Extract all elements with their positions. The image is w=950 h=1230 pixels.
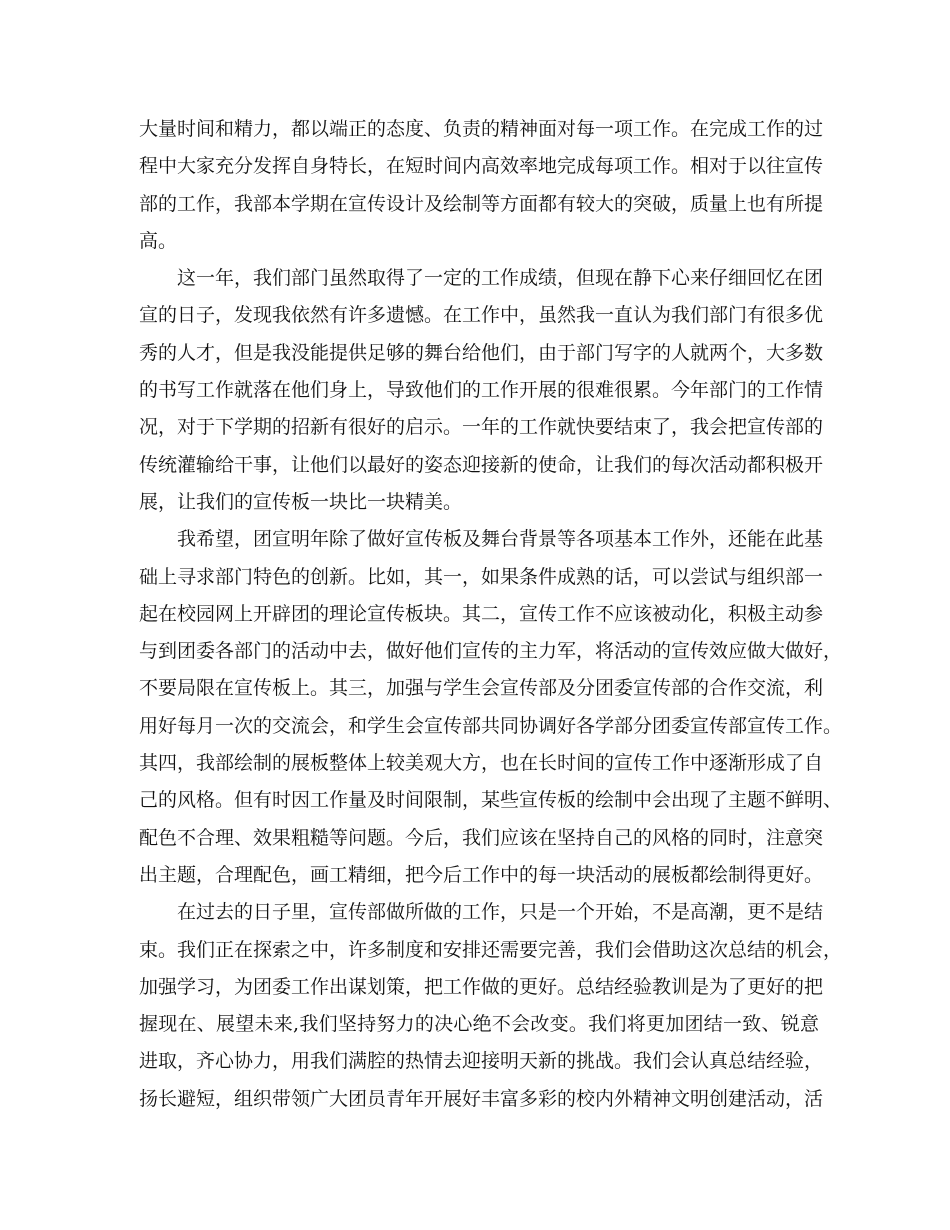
- text-line: 我希望，团宣明年除了做好宣传板及舞台背景等各项基本工作外，还能在此基: [177, 528, 824, 551]
- text-line: 在过去的日子里，宣传部做所做的工作，只是一个开始，不是高潮，更不是结: [177, 901, 824, 924]
- document-body: [139, 111, 843, 1118]
- text-line: 础上寻求部门特色的创新。比如，其一，如果条件成熟的话，可以尝试与组织部一: [139, 565, 824, 588]
- text-line: 用好每月一次的交流会，和学生会宣传部共同协调好各学部分团委宣传部宣传工作。: [139, 714, 843, 737]
- text-line: 与到团委各部门的活动中去，做好他们宣传的主力军，将活动的宣传效应做大做好，: [139, 640, 843, 663]
- text-line: 部的工作，我部本学期在宣传设计及绘制等方面都有较大的突破，质量上也有所提: [139, 192, 824, 215]
- text-line: 扬长避短，组织带领广大团员青年开展好丰富多彩的校内外精神文明创建活动，活: [139, 1087, 824, 1110]
- text-line: 这一年，我们部门虽然取得了一定的工作成绩，但现在静下心来仔细回忆在团: [177, 267, 824, 290]
- text-line: 束。我们正在探索之中，许多制度和安排还需要完善，我们会借助这次总结的机会，: [139, 938, 843, 961]
- text-line: 己的风格。但有时因工作量及时间限制，某些宣传板的绘制中会出现了主题不鲜明、: [139, 789, 843, 812]
- text-line: 起在校园网上开辟团的理论宣传板块。其二，宣传工作不应该被动化，积极主动参: [139, 602, 824, 625]
- text-line: 大量时间和精力，都以端正的态度、负责的精神面对每一项工作。在完成工作的过: [139, 118, 824, 140]
- text-line: 的书写工作就落在他们身上，导致他们的工作开展的很难很累。今年部门的工作情: [139, 379, 824, 402]
- text-line: 不要局限在宣传板上。其三，加强与学生会宣传部及分团委宣传部的合作交流，利: [139, 677, 824, 700]
- text-line: 况，对于下学期的招新有很好的启示。一年的工作就快要结束了，我会把宣传部的: [139, 416, 824, 439]
- text-line: 展，让我们的宣传板一块比一块精美。: [139, 490, 463, 513]
- text-line: 高。: [139, 229, 178, 252]
- text-line: 秀的人才，但是我没能提供足够的舞台给他们，由于部门写字的人就两个，大多数: [139, 341, 824, 364]
- text-line: 宣的日子，发现我依然有许多遗憾。在工作中，虽然我一直认为我们部门有很多优: [139, 304, 824, 327]
- text-line: 传统灌输给干事，让他们以最好的姿态迎接新的使命，让我们的每次活动都积极开: [139, 453, 824, 476]
- text-line: 程中大家充分发挥自身特长，在短时间内高效率地完成每项工作。相对于以往宣传: [139, 155, 824, 178]
- text-line: 进取，齐心协力，用我们满腔的热情去迎接明天新的挑战。我们会认真总结经验，: [139, 1050, 824, 1073]
- text-line: 其四，我部绘制的展板整体上较美观大方，也在长时间的宣传工作中逐渐形成了自: [139, 752, 824, 775]
- text-line: 出主题，合理配色，画工精细，把今后工作中的每一块活动的展板都绘制得更好。: [139, 863, 824, 886]
- text-line: 配色不合理、效果粗糙等问题。今后，我们应该在坚持自己的风格的同时，注意突: [139, 826, 824, 849]
- text-line: 加强学习，为团委工作出谋划策，把工作做的更好。总结经验教训是为了更好的把: [139, 975, 824, 998]
- text-line: 握现在、展望未来,我们坚持努力的决心绝不会改变。我们将更加团结一致、锐意: [139, 1013, 819, 1036]
